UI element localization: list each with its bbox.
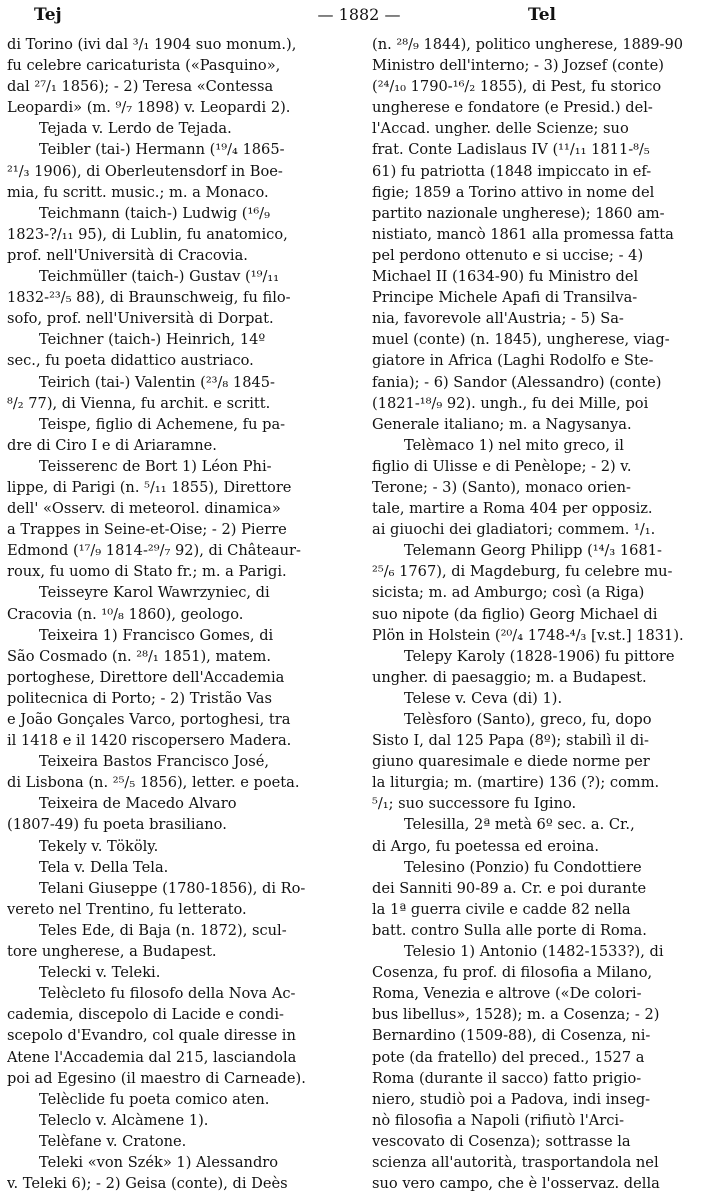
- entry-headword-line: Telèfane v. Cratone.: [39, 1132, 187, 1150]
- text-line: Terone; - 3) (Santo), monaco orien-: [372, 478, 631, 496]
- entry-headword-line: Teibler (tai-) Hermann (¹⁹/₄ 1865-: [39, 141, 285, 159]
- text-line: giatore in Africa (Laghi Rodolfo e Ste-: [372, 352, 654, 370]
- text-line: fania); - 6) Sandor (Alessandro) (conte): [372, 373, 662, 391]
- entry-headword-line: Teixeira de Macedo Alvaro: [39, 795, 237, 813]
- text-line: Principe Michele Apafi di Transilva-: [372, 289, 638, 307]
- entry-headword-line: Telani Giuseppe (1780-1856), di Ro-: [39, 879, 306, 897]
- text-line: partito nazionale ungherese); 1860 am-: [372, 204, 665, 222]
- header-left-keyword: Tej: [34, 5, 62, 25]
- entry-headword-line: Teixeira Bastos Francisco José,: [39, 753, 269, 771]
- text-line: vereto nel Trentino, fu letterato.: [7, 900, 247, 918]
- text-line: sofo, prof. nell'Università di Dorpat.: [7, 310, 274, 328]
- text-line: (1821-¹⁸/₉ 92). ungh., fu dei Mille, poi: [372, 394, 649, 412]
- text-line: 61) fu patriotta (1848 impiccato in ef-: [372, 162, 652, 180]
- text-line: nò filosofia a Napoli (rifiutò l'Arci-: [372, 1111, 624, 1129]
- text-line: ai giuochi dei gladiatori; commem. ¹/₁.: [372, 521, 656, 539]
- header-right-keyword: Tel: [528, 5, 556, 25]
- text-line: Roma, Venezia e altrove («De colori-: [372, 985, 642, 1003]
- entry-headword-line: Teichmann (taich-) Ludwig (¹⁶/₉: [39, 204, 270, 222]
- text-line: Bernardino (1509-88), di Cosenza, ni-: [372, 1027, 651, 1045]
- text-line: ungher. di paesaggio; m. a Budapest.: [372, 668, 647, 686]
- text-line: sec., fu poeta didattico austriaco.: [7, 352, 254, 370]
- text-line: Edmond (¹⁷/₉ 1814-²⁹/₇ 92), di Châteaur-: [7, 542, 301, 560]
- text-line: figlio di Ulisse e di Penèlope; - 2) v.: [372, 457, 632, 475]
- text-line: suo nipote (da figlio) Georg Michael di: [372, 605, 658, 623]
- text-line: muel (conte) (n. 1845), ungherese, viag-: [372, 331, 670, 349]
- text-line: pel perdono ottenuto e si uccise; - 4): [372, 246, 644, 264]
- text-line: mia, fu scritt. music.; m. a Monaco.: [7, 183, 269, 201]
- text-line: poi ad Egesino (il maestro di Carneade).: [7, 1069, 306, 1087]
- entry-headword-line: Teichmüller (taich-) Gustav (¹⁹/₁₁: [39, 268, 280, 286]
- text-line: ⁵/₁; suo successore fu Igino.: [372, 795, 577, 813]
- entry-headword-line: Tekely v. Tököly.: [39, 837, 159, 855]
- text-line: la 1ª guerra civile e cadde 82 nella: [372, 900, 631, 918]
- text-line: politecnica di Porto; - 2) Tristão Vas: [7, 689, 272, 707]
- text-line: dre di Ciro I e di Ariaramne.: [7, 436, 217, 454]
- text-line: (n. ²⁸/₉ 1844), politico ungherese, 1889-90: [372, 36, 684, 53]
- text-line: dal ²⁷/₁ 1856); - 2) Teresa «Contessa: [7, 78, 274, 96]
- text-line: Cosenza, fu prof. di filosofia a Milano,: [372, 964, 653, 982]
- text-line: 1823-?/₁₁ 95), di Lublin, fu anatomico,: [7, 225, 288, 243]
- text-line: giuno quaresimale e diede norme per: [372, 753, 650, 771]
- entry-headword-line: Telèsforo (Santo), greco, fu, dopo: [404, 711, 652, 728]
- text-line: ²¹/₃ 1906), di Oberleutensdorf in Boe-: [7, 162, 283, 180]
- text-line: di Torino (ivi dal ³/₁ 1904 suo monum.),: [7, 36, 297, 53]
- text-line: São Cosmado (n. ²⁸/₁ 1851), matem.: [7, 647, 271, 665]
- text-line: nia, favorevole all'Austria; - 5) Sa-: [372, 310, 624, 328]
- entry-headword-line: Teixeira 1) Francisco Gomes, di: [39, 626, 274, 644]
- entry-headword-line: Telesino (Ponzio) fu Condottiere: [404, 858, 642, 876]
- text-line: tore ungherese, a Budapest.: [7, 943, 217, 961]
- entry-headword-line: Teleki «von Szék» 1) Alessandro: [39, 1153, 279, 1171]
- text-line: bus libellus», 1528); m. a Cosenza; - 2): [372, 1006, 660, 1024]
- text-line: prof. nell'Università di Cracovia.: [7, 246, 248, 264]
- text-line: nistiato, mancò 1861 alla promessa fatta: [372, 225, 674, 243]
- text-line: (²⁴/₁₀ 1790-¹⁶/₂ 1855), di Pest, fu storico: [372, 78, 662, 96]
- text-line: tale, martire a Roma 404 per opposiz.: [372, 500, 653, 518]
- text-line: Cracovia (n. ¹⁰/₈ 1860), geologo.: [7, 605, 244, 623]
- entry-headword-line: Telesilla, 2ª metà 6º sec. a. Cr.,: [404, 816, 635, 834]
- entry-headword-line: Telese v. Ceva (di) 1).: [404, 689, 563, 707]
- text-line: batt. contro Sulla alle porte di Roma.: [372, 921, 647, 939]
- text-line: scepolo d'Evandro, col quale diresse in: [7, 1027, 296, 1045]
- text-line: scienza all'autorità, trasportandola nel: [372, 1153, 659, 1171]
- left-column: [7, 34, 343, 1194]
- text-line: Michael II (1634-90) fu Ministro del: [372, 268, 639, 286]
- entry-headword-line: Teleclo v. Alcàmene 1).: [39, 1111, 209, 1129]
- page-header: [0, 0, 718, 30]
- text-line: Leopardi» (m. ⁹/₇ 1898) v. Leopardi 2).: [7, 99, 291, 117]
- text-line: ungherese e fondatore (e Presid.) del-: [372, 99, 653, 117]
- text-line: 1832-²³/₅ 88), di Braunschweig, fu filo-: [7, 289, 291, 307]
- entry-headword-line: Telepy Karoly (1828-1906) fu pittore: [404, 647, 675, 665]
- text-line: l'Accad. ungher. delle Scienze; suo: [372, 120, 629, 138]
- text-line: a Trappes in Seine-et-Oise; - 2) Pierre: [7, 521, 287, 539]
- entry-headword-line: Teles Ede, di Baja (n. 1872), scul-: [39, 921, 287, 939]
- text-line: ²⁵/₆ 1767), di Magdeburg, fu celebre mu-: [372, 563, 673, 581]
- text-line: Plön in Holstein (²⁰/₄ 1748-⁴/₃ [v.st.] 1831).: [372, 626, 684, 644]
- entry-headword-line: Tela v. Della Tela.: [39, 858, 169, 876]
- text-line: dei Sanniti 90-89 a. Cr. e poi durante: [372, 879, 647, 897]
- text-line: suo vero campo, che è l'osservaz. della: [372, 1175, 660, 1193]
- entry-headword-line: Tejada v. Lerdo de Tejada.: [39, 120, 232, 138]
- text-line: il 1418 e il 1420 riscopersero Madera.: [7, 732, 292, 750]
- entry-headword-line: Telèclide fu poeta comico aten.: [39, 1090, 270, 1108]
- text-line: sicista; m. ad Amburgo; così (a Riga): [372, 584, 645, 602]
- entry-headword-line: Teichner (taich-) Heinrich, 14º: [39, 331, 266, 349]
- text-line: figie; 1859 a Torino attivo in nome del: [372, 183, 655, 201]
- entry-headword-line: Telecki v. Teleki.: [39, 964, 161, 982]
- entry-headword-line: Telèmaco 1) nel mito greco, il: [404, 436, 624, 454]
- text-line: v. Teleki 6); - 2) Geisa (conte), di Deès: [7, 1175, 288, 1193]
- entry-headword-line: Teispe, figlio di Achemene, fu pa-: [39, 415, 286, 433]
- text-line: fu celebre caricaturista («Pasquino»,: [7, 57, 281, 75]
- text-line: roux, fu uomo di Stato fr.; m. a Parigi.: [7, 563, 287, 581]
- text-line: Ministro dell'interno; - 3) Jozsef (conte): [372, 57, 664, 75]
- text-line: Sisto I, dal 125 Papa (8º); stabilì il di-: [372, 732, 649, 750]
- entry-headword-line: Teirich (tai-) Valentin (²³/₈ 1845-: [39, 373, 275, 391]
- text-line: pote (da fratello) del preced., 1527 a: [372, 1048, 645, 1066]
- text-line: la liturgia; m. (martire) 136 (?); comm.: [372, 774, 660, 792]
- entry-headword-line: Teisseyre Karol Wawrzyniec, di: [39, 584, 270, 602]
- text-line: cademia, discepolo di Lacide e condi-: [7, 1006, 284, 1024]
- text-line: vescovato di Cosenza); sottrasse la: [372, 1132, 631, 1150]
- text-line: dell' «Osserv. di meteorol. dinamica»: [7, 500, 281, 518]
- text-line: frat. Conte Ladislaus IV (¹¹/₁₁ 1811-⁸/₅: [372, 141, 650, 159]
- text-line: niero, studiò poi a Padova, indi inseg-: [372, 1090, 651, 1108]
- entry-headword-line: Telesio 1) Antonio (1482-1533?), di: [404, 943, 664, 961]
- text-line: e João Gonçales Varco, portoghesi, tra: [7, 711, 291, 728]
- text-line: Roma (durante il sacco) fatto prigio-: [372, 1069, 642, 1087]
- page-number: — 1882 —: [317, 5, 401, 24]
- entry-headword-line: Telècleto fu filosofo della Nova Ac-: [39, 985, 296, 1003]
- text-line: portoghese, Direttore dell'Accademia: [7, 668, 285, 686]
- entry-headword-line: Teisserenc de Bort 1) Léon Phi-: [39, 457, 272, 475]
- text-line: Atene l'Accademia dal 215, lasciandola: [7, 1048, 297, 1066]
- entry-headword-line: Telemann Georg Philipp (¹⁴/₃ 1681-: [404, 542, 662, 560]
- text-line: di Argo, fu poetessa ed eroina.: [372, 837, 600, 855]
- text-line: Generale italiano; m. a Nagysanya.: [372, 415, 632, 433]
- right-column: [372, 34, 708, 1194]
- text-line: lippe, di Parigi (n. ⁵/₁₁ 1855), Direttore: [7, 478, 292, 496]
- text-line: di Lisbona (n. ²⁵/₅ 1856), letter. e poeta.: [7, 774, 300, 792]
- text-line: (1807-49) fu poeta brasiliano.: [7, 816, 227, 834]
- text-line: ⁸/₂ 77), di Vienna, fu archit. e scritt.: [7, 394, 271, 412]
